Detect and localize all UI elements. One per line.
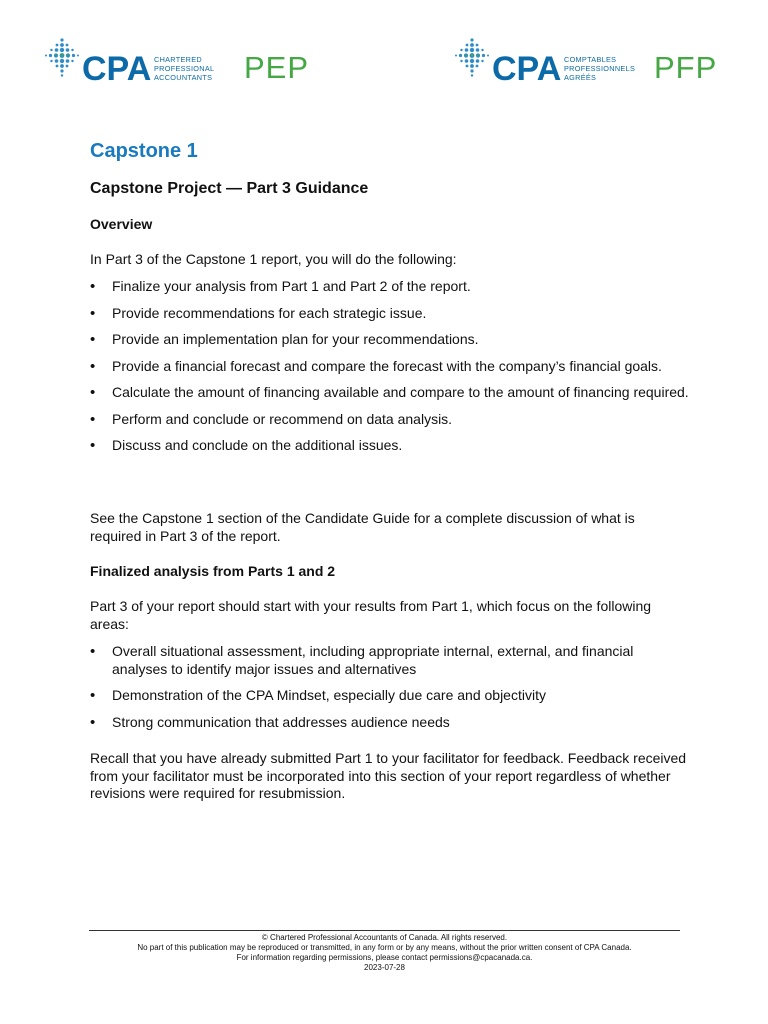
list-item: • Discuss and conclude on the additional issues. [90, 437, 690, 455]
footer-divider [89, 930, 680, 931]
footer-copyright: © Chartered Professional Accountants of Canada. All rights reserved. [261, 933, 508, 942]
finalized-list [90, 643, 690, 740]
cpa-logo-mark [454, 36, 562, 92]
list-item: • Strong communication that addresses audience needs [90, 714, 690, 732]
footer-date: 2023-07-28 [364, 963, 405, 972]
list-item: • Provide a financial forecast and compare the forecast with the company’s financial goals. [90, 358, 690, 376]
finalized-intro: Part 3 of your report should start with your results from Part 1, which focus on the following areas: [90, 598, 652, 632]
overview-outro: See the Capstone 1 section of the Candidate Guide for a complete discussion of what is required in Part 3 of the report. [90, 510, 635, 544]
cpa-logo-mark [44, 36, 152, 92]
program-label: PEP [244, 50, 310, 85]
finalized-outro: Recall that you have already submitted Part 1 to your facilitator for feedback. Feedback received from your facilitator must be incorporated into this section of your report regardless of whether revisions were required for resubmission. [90, 750, 687, 801]
svg-text:CPA: CPA [492, 50, 562, 88]
list-item: • Demonstration of the CPA Mindset, especially due care and objectivity [90, 687, 690, 705]
footer-permissions: For information regarding permissions, please contact permissions@cpacanada.ca. [236, 953, 533, 962]
cpa-pep-logo [44, 36, 324, 92]
list-item: • Calculate the amount of financing available and compare to the amount of financing required. [90, 384, 690, 402]
footer-notice: No part of this publication may be reproduced or transmitted, in any form or by any means, without the prior written consent of CPA Canada. [137, 943, 632, 952]
cpa-tagline: COMPTABLES PROFESSIONNELS AGRÉÉS [564, 55, 636, 82]
overview-intro: In Part 3 of the Capstone 1 report, you will do the following: [90, 251, 457, 267]
finalized-heading: Finalized analysis from Parts 1 and 2 [90, 563, 336, 579]
program-label: PFP [654, 50, 718, 85]
cpa-tagline: CHARTERED PROFESSIONAL ACCOUNTANTS [154, 55, 215, 82]
list-item: • Finalize your analysis from Part 1 and Part 2 of the report. [90, 278, 690, 296]
list-item: • Perform and conclude or recommend on data analysis. [90, 411, 690, 429]
overview-heading: Overview [90, 216, 153, 232]
list-item: • Provide an implementation plan for your recommendations. [90, 331, 690, 349]
document-title: Capstone 1 [90, 140, 198, 162]
footer [89, 933, 680, 973]
overview-list [90, 278, 690, 464]
document-subtitle: Capstone Project — Part 3 Guidance [90, 180, 369, 197]
svg-text:CPA: CPA [82, 50, 152, 88]
list-item: • Overall situational assessment, including appropriate internal, external, and financial analyses to identify major issues and alternatives [90, 643, 690, 678]
cpa-pfp-logo [454, 36, 734, 92]
list-item: • Provide recommendations for each strategic issue. [90, 305, 690, 323]
